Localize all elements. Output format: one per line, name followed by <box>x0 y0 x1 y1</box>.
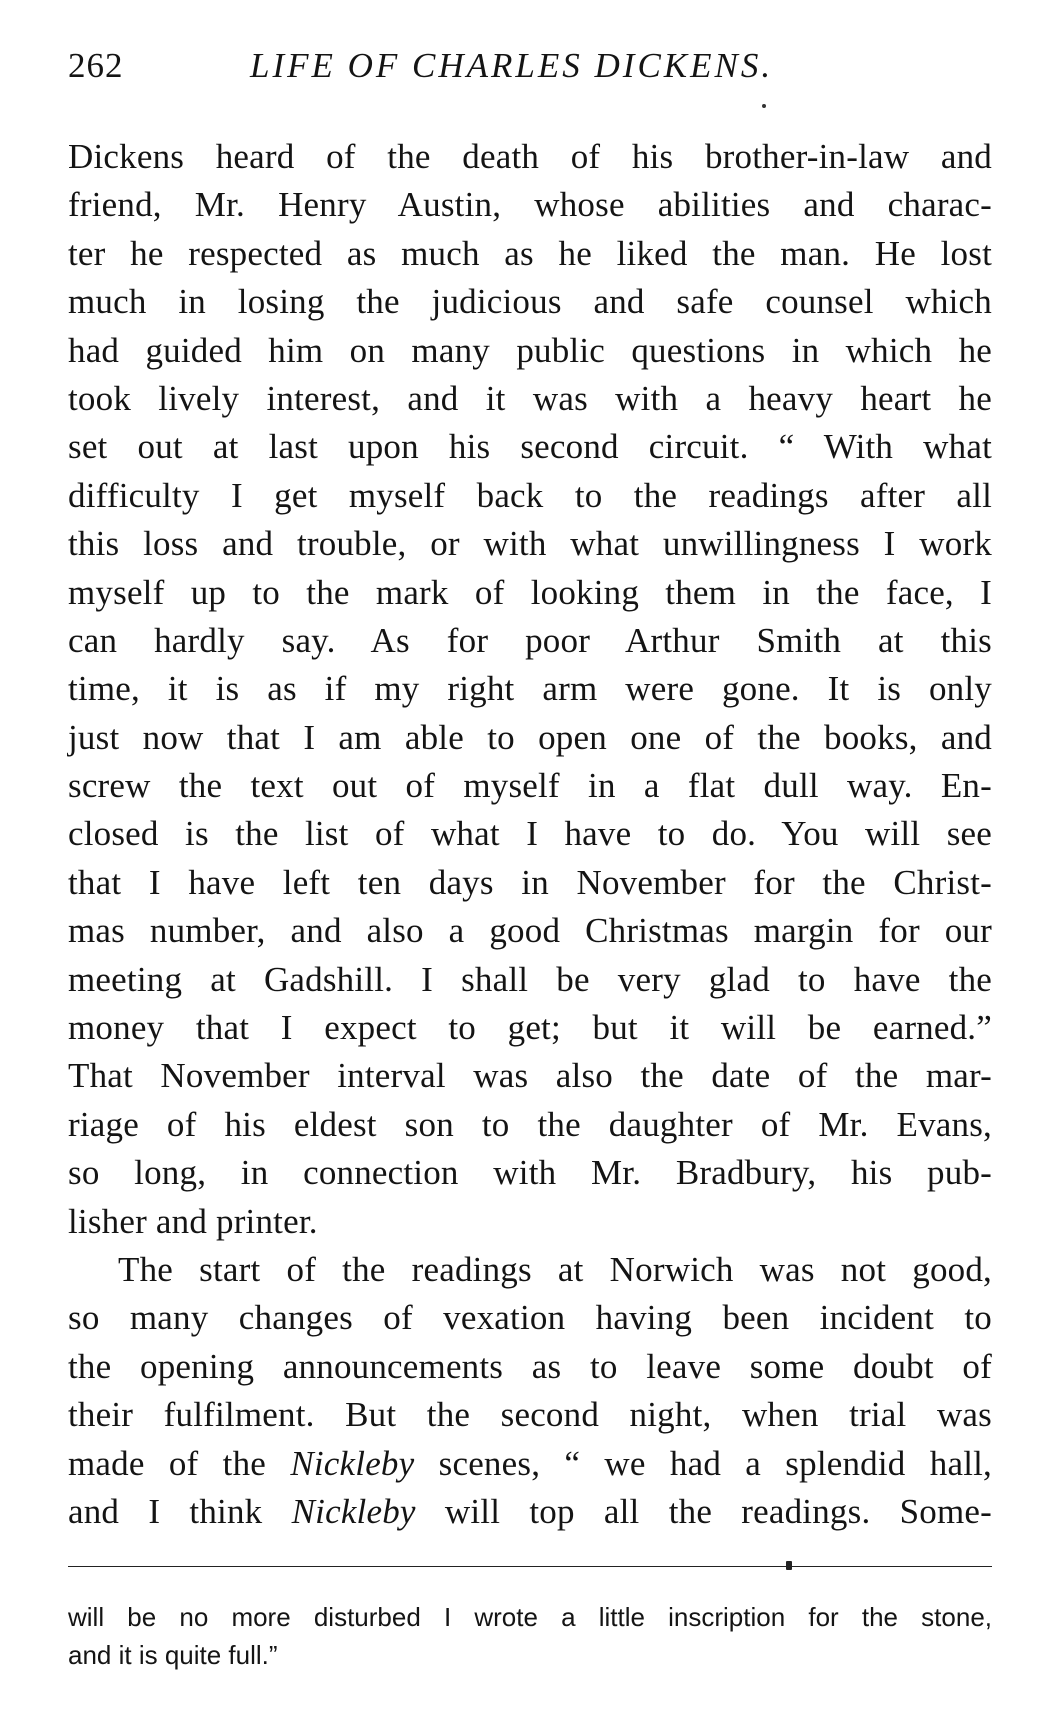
print-speck <box>762 104 766 108</box>
text-run: scenes, “ we had a splendid hall, <box>414 1443 993 1483</box>
text-line: this loss and trouble, or with what unwillingness I work <box>68 524 992 564</box>
text-line: so many changes of vexation having been incident to <box>68 1298 992 1338</box>
text-line: just now that I am able to open one of the books, and <box>68 717 992 757</box>
footnote-line: will be no more disturbed I wrote a little inscription for the stone, <box>68 1602 992 1632</box>
footnote <box>68 1598 992 1674</box>
text-run: made of the <box>68 1443 291 1483</box>
text-line: mas number, and also a good Christmas margin for our <box>68 911 992 951</box>
footnote-line: and it is quite full.” <box>68 1640 278 1670</box>
text-line: their fulfilment. But the second night, when trial was <box>68 1395 992 1435</box>
footnote-rule <box>68 1566 992 1567</box>
body-text <box>68 133 992 1536</box>
text-line: riage of his eldest son to the daughter of Mr. Evans, <box>68 1104 992 1144</box>
text-line: time, it is as if my right arm were gone. It is only <box>68 669 992 709</box>
text-line: friend, Mr. Henry Austin, whose abilities and charac- <box>68 185 992 225</box>
text-line: ter he respected as much as he liked the man. He lost <box>68 233 992 273</box>
print-speck <box>786 1561 792 1570</box>
text-line: myself up to the mark of looking them in the face, I <box>68 572 992 612</box>
text-line: difficulty I get myself back to the readings after all <box>68 475 992 515</box>
text-line: closed is the list of what I have to do. You will see <box>68 814 992 854</box>
text-line: took lively interest, and it was with a heavy heart he <box>68 378 992 418</box>
running-title: LIFE OF CHARLES DICKENS. <box>250 46 774 85</box>
text-run: will top all the readings. Some- <box>415 1491 992 1531</box>
text-line <box>68 1440 992 1488</box>
text-line: That November interval was also the date of the mar- <box>68 1056 992 1096</box>
text-line: The start of the readings at Norwich was not good, <box>118 1249 992 1289</box>
text-line: can hardly say. As for poor Arthur Smith at this <box>68 620 992 660</box>
italic-title: Nickleby <box>291 1491 416 1531</box>
text-line: money that I expect to get; but it will be earned.” <box>68 1008 992 1048</box>
text-line: that I have left ten days in November for the Christ- <box>68 862 992 902</box>
text-run: and I think <box>68 1491 292 1531</box>
text-line: had guided him on many public questions in which he <box>68 330 992 370</box>
text-line: Dickens heard of the death of his brother-in-law and <box>68 137 992 176</box>
text-line: screw the text out of myself in a flat dull way. En- <box>68 766 992 806</box>
text-line: the opening announcements as to leave some doubt of <box>68 1346 992 1386</box>
text-line: much in losing the judicious and safe counsel which <box>68 282 992 322</box>
text-line: lisher and printer. <box>68 1201 318 1241</box>
text-line: set out at last upon his second circuit. “ With what <box>68 427 992 467</box>
text-line: meeting at Gadshill. I shall be very glad to have the <box>68 959 992 999</box>
italic-title: Nickleby <box>290 1443 415 1483</box>
text-line <box>68 1488 992 1536</box>
text-line: so long, in connection with Mr. Bradbury, his pub- <box>68 1153 992 1193</box>
running-head <box>68 46 988 96</box>
page-number: 262 <box>68 46 124 85</box>
